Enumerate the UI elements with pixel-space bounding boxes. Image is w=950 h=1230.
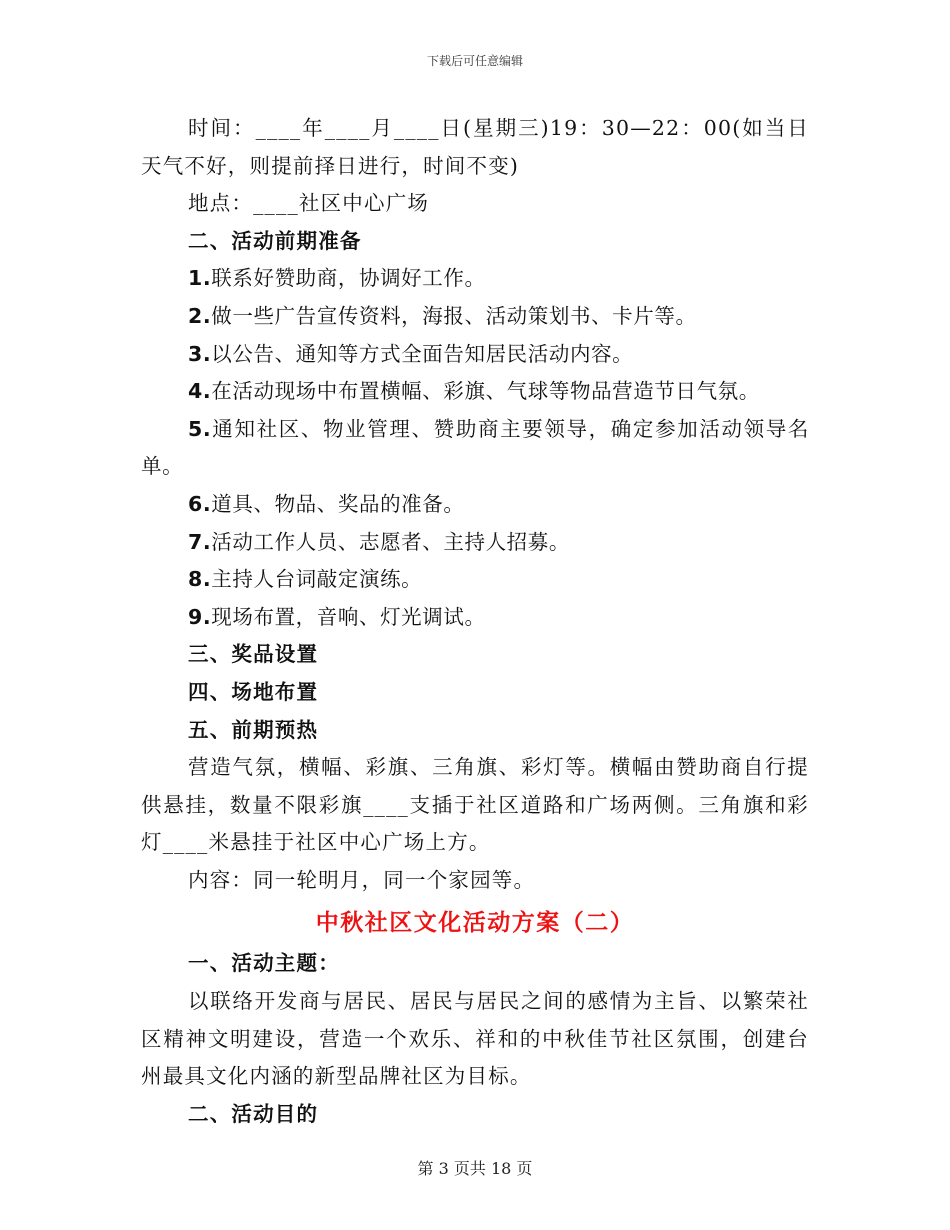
item-text: 道具、物品、奖品的准备。 xyxy=(211,491,465,516)
prize-heading: 三、奖品设置 xyxy=(188,642,319,667)
item-number: 2. xyxy=(188,303,212,328)
item-number: 8. xyxy=(188,567,212,592)
page-footer: 第 3 页共 18 页 xyxy=(417,1159,533,1178)
item-number: 3. xyxy=(188,341,212,366)
prep-item xyxy=(141,411,809,486)
prep-heading: 二、活动前期准备 xyxy=(188,228,362,253)
prep-item xyxy=(141,260,809,298)
item-text: 在活动现场中布置横幅、彩旗、气球等物品营造节日气氛。 xyxy=(211,379,760,404)
venue-heading: 四、场地布置 xyxy=(188,679,319,704)
prep-item xyxy=(141,524,809,562)
prep-item xyxy=(141,561,809,599)
item-text: 联系好赞助商，协调好工作。 xyxy=(211,266,486,291)
document-body xyxy=(141,110,809,1133)
prep-item xyxy=(141,298,809,336)
purpose-heading: 二、活动目的 xyxy=(188,1101,319,1126)
prep-item xyxy=(141,599,809,637)
item-number: 7. xyxy=(188,529,212,554)
page-header: 下载后可任意编辑 xyxy=(426,54,523,68)
item-number: 1. xyxy=(188,266,212,291)
prep-item xyxy=(141,486,809,524)
theme-paragraph: 以联络开发商与居民、居民与居民之间的感情为主旨、以繁荣社区精神文明建设，营造一个欢乐、祥和的中秋佳节社区氛围，创建台州最具文化内涵的新型品牌社区为目标。 xyxy=(141,989,809,1089)
event-place: 地点：____社区中心广场 xyxy=(188,191,430,216)
item-text: 主持人台词敲定演练。 xyxy=(211,567,423,592)
event-time: 时间：____年____月____日(星期三)19：30—22：00(如当日天气不好，则提前择日进行，时间不变) xyxy=(141,116,809,178)
prep-item xyxy=(141,373,809,411)
item-text: 活动工作人员、志愿者、主持人招募。 xyxy=(211,529,570,554)
item-text: 现场布置，音响、灯光调试。 xyxy=(211,604,486,629)
content-paragraph: 内容：同一轮明月，同一个家园等。 xyxy=(188,867,536,892)
item-number: 5. xyxy=(188,416,212,441)
warmup-paragraph: 营造气氛，横幅、彩旗、三角旗、彩灯等。横幅由赞助商自行提供悬挂，数量不限彩旗____支插于社区道路和广场两侧。三角旗和彩灯____米悬挂于社区中心广场上方。 xyxy=(141,755,809,855)
item-number: 9. xyxy=(188,604,212,629)
item-number: 4. xyxy=(188,379,212,404)
item-text: 做一些广告宣传资料，海报、活动策划书、卡片等。 xyxy=(211,303,697,328)
item-text: 以公告、通知等方式全面告知居民活动内容。 xyxy=(211,341,634,366)
warmup-heading: 五、前期预热 xyxy=(188,717,319,742)
item-text: 通知社区、物业管理、赞助商主要领导，确定参加活动领导名单。 xyxy=(141,416,809,479)
item-number: 6. xyxy=(188,491,212,516)
theme-heading: 一、活动主题： xyxy=(188,951,340,976)
section-title: 中秋社区文化活动方案（二） xyxy=(315,910,635,937)
prep-item xyxy=(141,336,809,374)
